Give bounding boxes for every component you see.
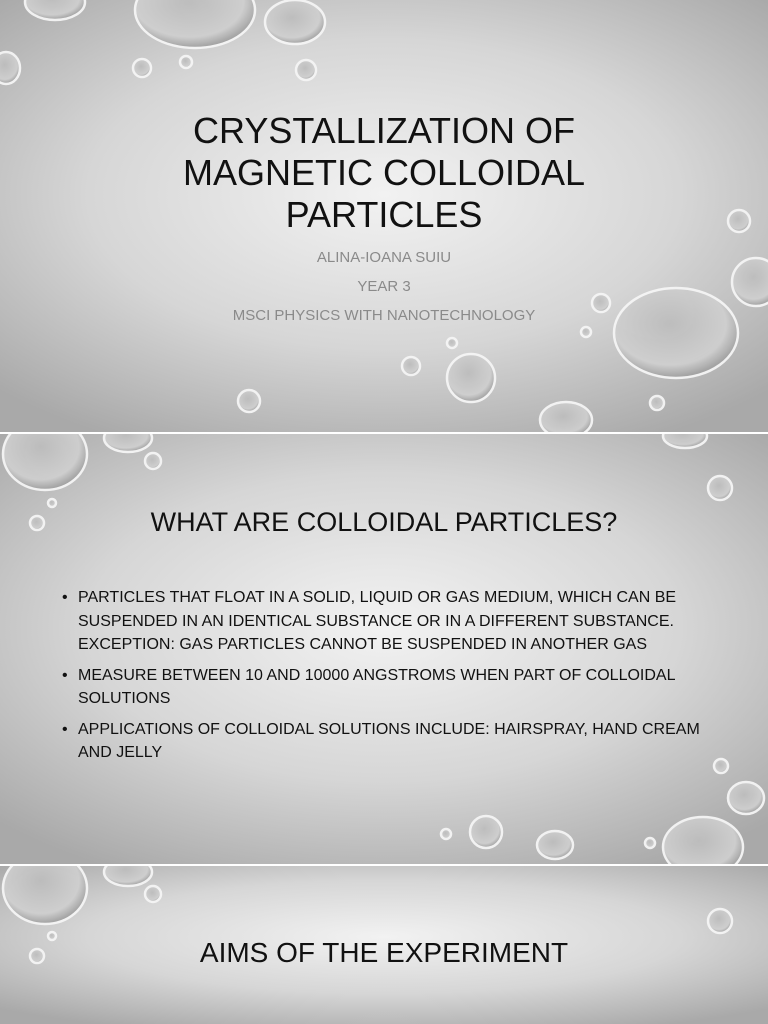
bullet-item	[62, 718, 712, 765]
bullet-text: APPLICATIONS OF COLLOIDAL SOLUTIONS INCLUDE: HAIRSPRAY, HAND CREAM AND JELLY	[78, 720, 700, 761]
slide-heading: AIMS OF THE EXPERIMENT	[199, 937, 569, 968]
bullet-list	[62, 586, 712, 772]
author-name: ALINA-IOANA SUIU	[316, 249, 452, 266]
bullet-item	[62, 664, 712, 711]
bullet-text: MEASURE BETWEEN 10 AND 10000 ANGSTROMS WHEN PART OF COLLOIDAL SOLUTIONS	[78, 666, 675, 707]
bullet-text: PARTICLES THAT FLOAT IN A SOLID, LIQUID OR GAS MEDIUM, WHICH CAN BE SUSPENDED IN AN IDENTICAL SUBSTANCE OR IN A DIFFERENT SUBSTANCE. EXCEPTION: GAS PARTICLES CANNOT BE SUSPENDED IN ANOTHER GAS	[78, 589, 677, 653]
bullet-marker: •	[62, 589, 68, 606]
title-line-1: CRYSTALLIZATION OF	[192, 110, 576, 151]
aims-slide	[0, 866, 768, 1024]
colloidal-particles-slide	[0, 434, 768, 864]
year-label: YEAR 3	[357, 278, 411, 295]
bullet-marker: •	[62, 666, 68, 684]
bullet-item	[62, 586, 712, 657]
course-name: MSCI PHYSICS WITH NANOTECHNOLOGY	[232, 307, 536, 324]
title-line-3: PARTICLES	[285, 194, 483, 235]
presentation-title	[0, 110, 768, 236]
slide-heading: WHAT ARE COLLOIDAL PARTICLES?	[150, 507, 618, 537]
title-line-2: MAGNETIC COLLOIDAL	[182, 152, 586, 193]
title-slide	[0, 0, 768, 432]
bullet-marker: •	[62, 720, 68, 738]
